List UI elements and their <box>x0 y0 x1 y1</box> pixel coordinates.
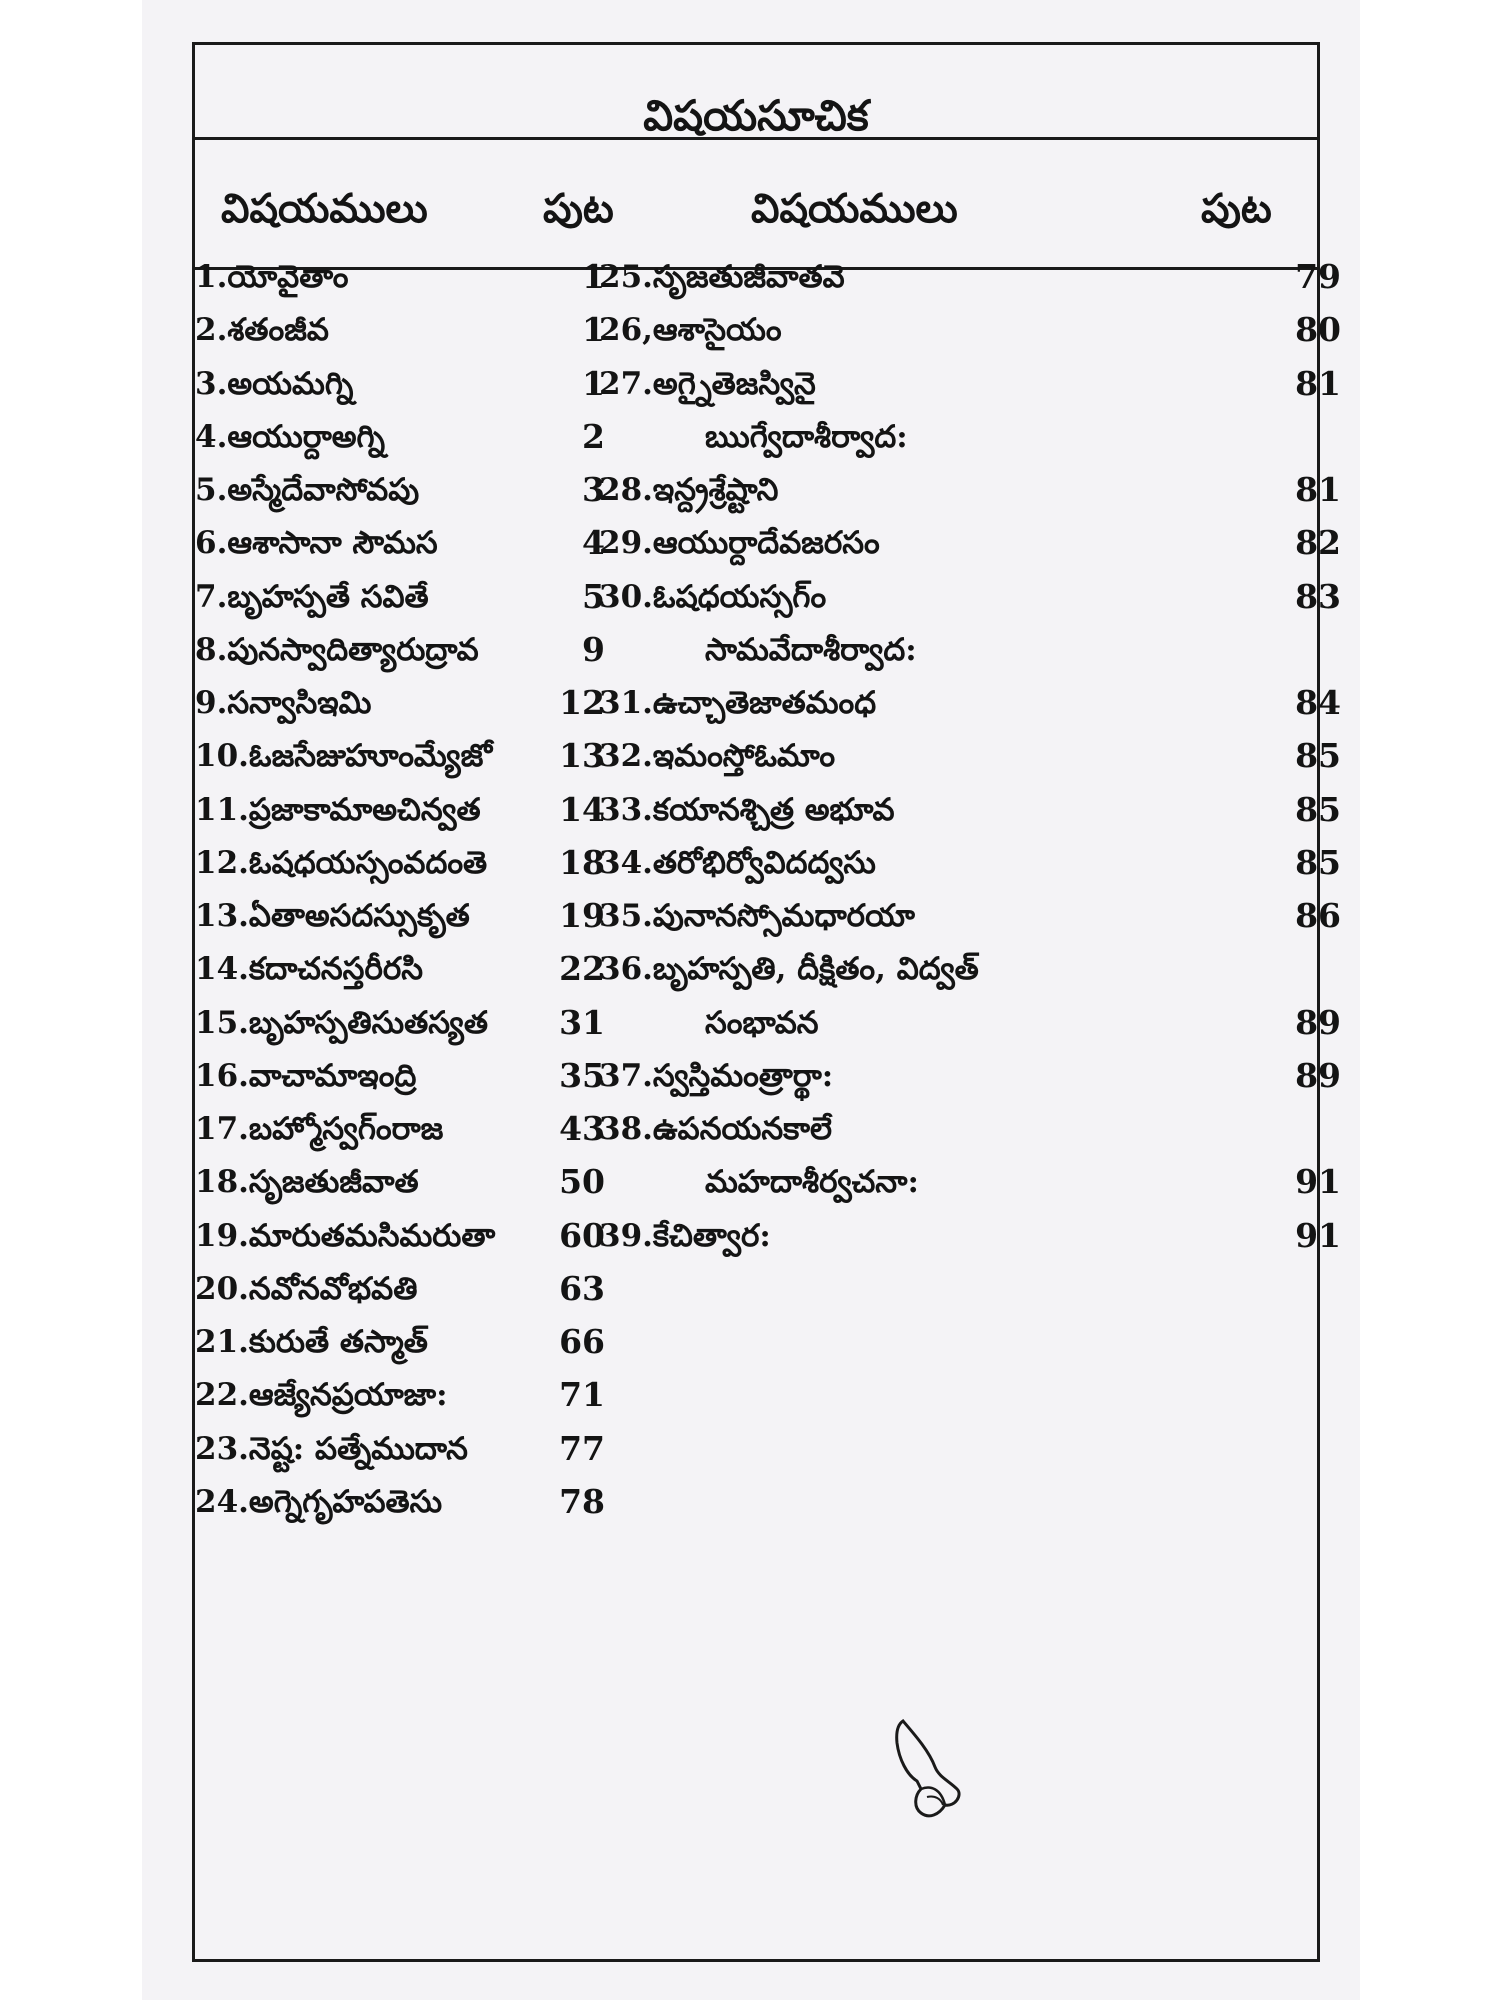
header-right-page: పుట <box>1201 185 1272 232</box>
toc-entry-label: 25.సృజతుజీవాతవె <box>599 259 845 295</box>
toc-entry-label: 2.శతంజీవ <box>195 312 329 349</box>
toc-entry-page: 31 <box>559 1002 605 1042</box>
toc-entry-page: 14 <box>559 789 605 829</box>
toc-entry-page: 66 <box>559 1322 605 1361</box>
toc-entry-label: 26,ఆశాసైయం <box>599 312 782 349</box>
toc-entry-page: 78 <box>559 1481 605 1521</box>
toc-entry-label: 16.వాచామాఇంద్రి <box>195 1057 417 1094</box>
toc-entry-page: 22 <box>559 949 605 989</box>
toc-entry-label: 31.ఉచ్చాతెజాతమంధ <box>599 685 877 721</box>
toc-entry-label: 33.కయానశ్చిత్ర అభూవ <box>599 791 895 828</box>
toc-entry-page: 3 <box>582 470 605 509</box>
toc-entry-page: 82 <box>1295 523 1341 563</box>
toc-entry-page: 13 <box>559 736 605 776</box>
toc-entry-page: 35 <box>559 1055 605 1095</box>
toc-entry-label: 22.ఆజ్యేనప్రయాజా: <box>195 1377 448 1414</box>
toc-entry-label: 37.స్వస్తిమంత్రార్థా: <box>599 1057 834 1094</box>
toc-entry-page: 5 <box>582 576 605 616</box>
toc-entry-page: 43 <box>559 1109 605 1148</box>
toc-entry-page: 50 <box>559 1162 605 1202</box>
toc-entry-page: 85 <box>1295 736 1341 776</box>
toc-entry-page: 1 <box>582 363 605 403</box>
toc-entry-page: 91 <box>1295 1162 1341 1202</box>
toc-entry-page: 1 <box>582 310 605 350</box>
toc-entry-page: 89 <box>1295 1055 1341 1095</box>
toc-entry-label: 30.ఓషధయస్సగ్ం <box>599 578 827 615</box>
toc-entry-label: 39.కేచిత్వార: <box>599 1217 771 1254</box>
toc-entry-label: 1.యోవైతాం <box>195 259 349 295</box>
toc-entry-page: 84 <box>1295 683 1341 722</box>
toc-entry-label: 15.బృహస్పతిసుతస్యత <box>195 1004 489 1041</box>
header-left-topics: విషయములు <box>221 185 428 232</box>
toc-entry-page: 80 <box>1295 310 1341 350</box>
toc-entry-label: 5.అస్మేదేవాసోవపు <box>195 472 420 508</box>
toc-entry-label: సామవేదాశీర్వాద: <box>705 631 917 668</box>
toc-entry-page: 18 <box>559 842 605 882</box>
title-divider <box>195 137 1317 140</box>
toc-entry-label: మహదాశీర్వచనా: <box>705 1164 919 1201</box>
toc-entry-page: 19 <box>559 896 605 935</box>
toc-entry-page: 89 <box>1295 1002 1341 1042</box>
toc-entry-label: 21.కురుతే తస్మాత్ <box>195 1324 428 1360</box>
toc-entry-label: 12.ఓషధయస్సంవదంతె <box>195 844 488 881</box>
toc-entry-page: 81 <box>1295 363 1341 403</box>
toc-entry-label: 20.నవోనవోభవతి <box>195 1270 418 1307</box>
toc-entry-page: 4 <box>582 523 605 563</box>
toc-entry-label: 4.ఆయుర్దాఅగ్ని <box>195 418 386 455</box>
toc-entry-page: 71 <box>559 1375 605 1415</box>
toc-entry-page: 86 <box>1295 896 1341 935</box>
toc-entry-label: 23.నెష్ట: పత్నేముదాన <box>195 1430 468 1467</box>
toc-entry-page: 12 <box>559 683 605 722</box>
contents-frame <box>192 42 1341 1962</box>
toc-entry-label: 6.ఆశాసానా సౌమస <box>195 525 438 562</box>
header-left-page: పుట <box>543 185 614 232</box>
toc-entry-page: 1 <box>582 257 605 296</box>
toc-entry-label: 27.అగ్నైతెజస్వినై <box>599 365 816 402</box>
toc-entry-label: 17.బహ్మోస్వగ్ంరాజ <box>195 1111 444 1147</box>
page-title: విషయసూచిక <box>643 91 869 140</box>
toc-entry-label: 34.తరోభిర్వోవిదద్వసు <box>599 844 876 881</box>
toc-entry-label: 7.బృహస్పతే సవితే <box>195 578 429 615</box>
toc-entry-page: 77 <box>559 1428 605 1468</box>
toc-entry-label: 35.పునానస్సోమధారయా <box>599 898 915 934</box>
toc-entry-page: 79 <box>1295 257 1341 296</box>
toc-entry-label: 11.ప్రజాకామాఅచిన్వత <box>195 791 481 828</box>
toc-entry-label: 9.సన్వాసిఇమి <box>195 685 372 721</box>
toc-entry-label: 38.ఉపనయనకాలే <box>599 1111 832 1147</box>
toc-entry-label: 14.కదాచనస్తరీరసి <box>195 951 423 988</box>
toc-entry-page: 63 <box>559 1268 605 1308</box>
toc-entry-label: 10.ఓజసేజుహూంమ్యేజో <box>195 738 493 775</box>
toc-entry-label: సంభావన <box>705 1004 819 1041</box>
toc-entry-label: 3.అయమగ్ని <box>195 365 354 402</box>
toc-entry-page: 60 <box>559 1215 605 1255</box>
toc-entry-label: 19.మారుతమసిమరుతా <box>195 1217 496 1254</box>
toc-entry-label: 29.ఆయుర్దాదేవజరసం <box>599 525 880 562</box>
header-right-topics: విషయములు <box>751 185 958 232</box>
toc-entry-label: 18.సృజతుజీవాత <box>195 1164 419 1201</box>
toc-entry-label: 28.ఇన్ద్రశ్రేష్టాని <box>599 472 779 508</box>
toc-entry-label: 24.అగ్నెగృహపతెసు <box>195 1483 443 1520</box>
toc-entry-label: 8.పునస్వాదిత్యారుద్రావ <box>195 631 479 668</box>
toc-entry-label: ఋగ్వేదాశీర్వాద: <box>705 418 908 455</box>
blessing-hand-icon <box>885 1715 975 1825</box>
toc-entry-page: 9 <box>582 629 605 669</box>
toc-entry-page: 91 <box>1295 1215 1341 1255</box>
toc-entry-label: 13.ఏతాఅసదస్సుకృత <box>195 898 470 934</box>
toc-entry-page: 85 <box>1295 842 1341 882</box>
toc-entry-page: 2 <box>582 416 605 456</box>
toc-entry-label: 36.బృహస్పతి, దీక్షితం, విద్వత్ <box>599 951 979 988</box>
toc-entry-page: 85 <box>1295 789 1341 829</box>
toc-entry-label: 32.ఇమంస్తోఓమాం <box>599 738 836 775</box>
toc-entry-page: 83 <box>1295 576 1341 616</box>
toc-entry-page: 81 <box>1295 470 1341 509</box>
